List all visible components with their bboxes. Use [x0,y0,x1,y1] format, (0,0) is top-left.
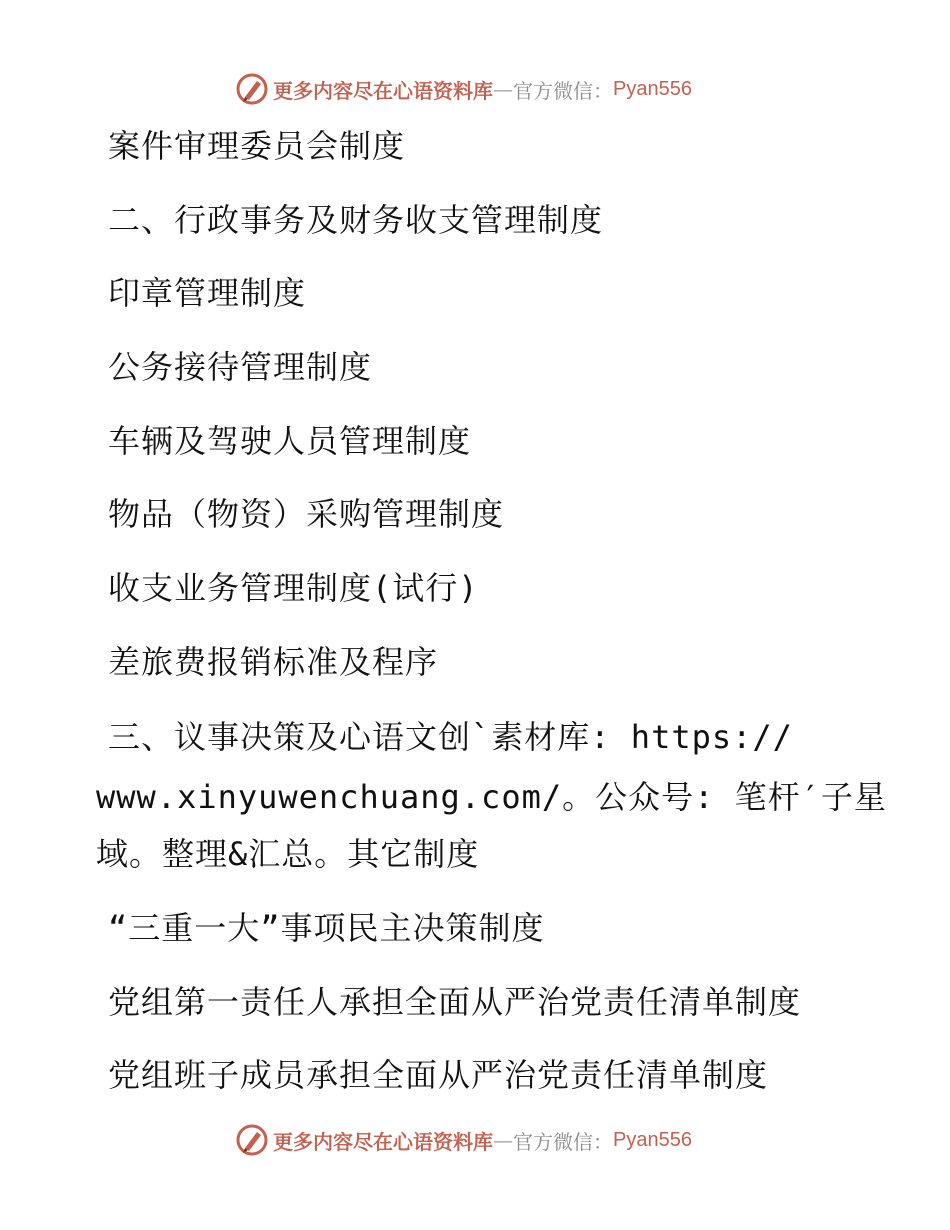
banner-wechat-label: 官方微信： [513,78,613,103]
line-first-responsible-person: 党组第一责任人承担全面从严治党责任清单制度 [108,983,802,1021]
banner-wechat-label: 官方微信： [513,1129,613,1154]
banner-separator: — [493,1128,513,1152]
line-team-members-responsibility: 党组班子成员承担全面从严治党责任清单制度 [108,1056,769,1094]
line-reception-management: 公务接待管理制度 [108,348,373,386]
line-revenue-expenditure: 收支业务管理制度(试行) [108,569,479,607]
line-procurement-management: 物品（物资）采购管理制度 [108,495,505,533]
banner-main-text: 更多内容尽在心语资料库 [273,78,493,103]
section-three-heading-part3: 域。整理&汇总。其它制度 [96,835,480,873]
banner-main-text: 更多内容尽在心语资料库 [273,1129,493,1154]
banner-wechat-id: Pyan556 [613,77,692,100]
footer-banner [235,1122,692,1158]
line-travel-reimbursement: 差旅费报销标准及程序 [108,643,439,681]
line-seal-management: 印章管理制度 [108,274,307,312]
line-case-review-committee: 案件审理委员会制度 [108,127,406,165]
section-two-heading: 二、行政事务及财务收支管理制度 [108,201,604,239]
banner-wechat-id: Pyan556 [613,1128,692,1151]
section-three-heading-part1: 三、议事决策及心语文创`素材库: https:// [108,718,793,756]
header-banner [235,71,692,107]
section-three-heading-part2: www.xinyuwenchuang.com/。公众号: 笔杆′子星 [96,778,887,816]
pen-logo-icon [235,72,269,106]
line-vehicle-management: 车辆及驾驶人员管理制度 [108,422,472,460]
pen-logo-icon [235,1123,269,1157]
line-major-matters-decision: “三重一大”事项民主决策制度 [108,909,545,947]
banner-separator: — [493,77,513,101]
